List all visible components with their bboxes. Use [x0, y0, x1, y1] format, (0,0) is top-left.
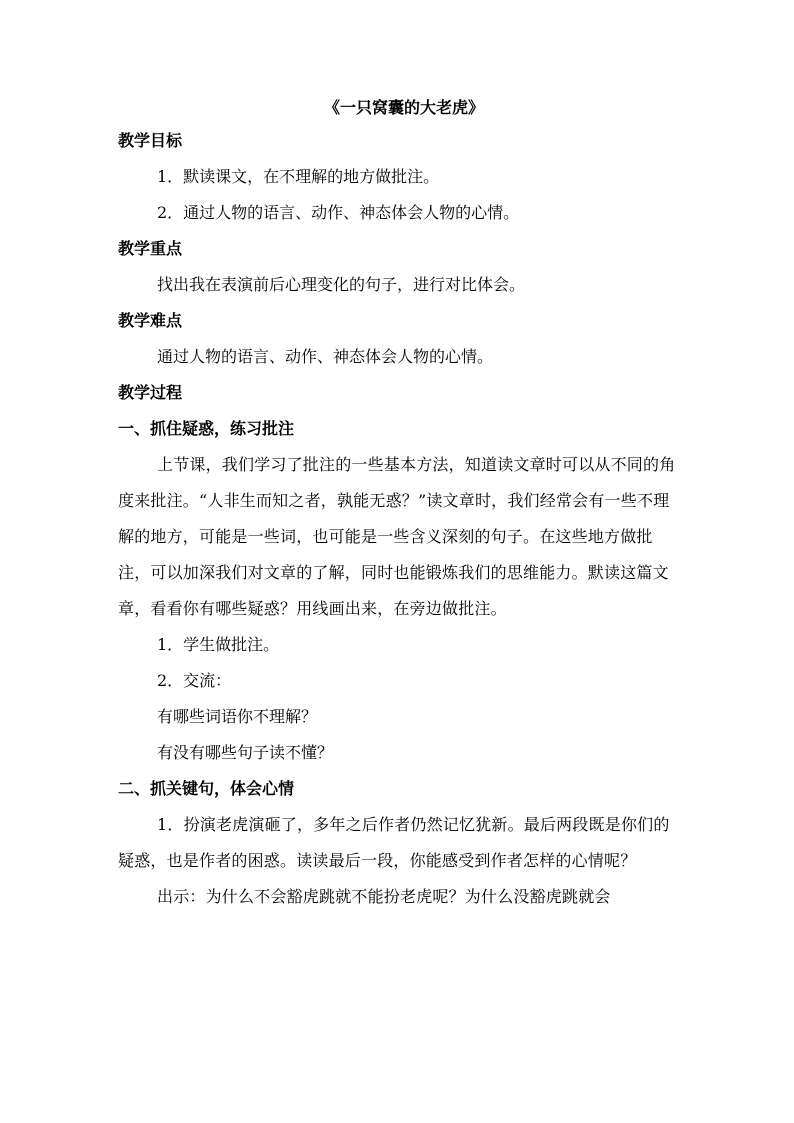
section1-step1: 1．学生做批注。 [157, 635, 280, 654]
section1-paragraph: 上节课，我们学习了批注的一些基本方法，知道读文章时可以从不同的角度来批注。“人非生而知之者，孰能无惑？”读文章时，我们经常会有一些不理解的地方，可能是一些词，也可能是一些含义深刻的句子。在这些地方做批注，可以加深我们对文章的了解，同时也能锻炼我们的思维能力。默读这篇文章，看看你有哪些疑惑？用线画出来，在旁边做批注。 [118, 455, 676, 618]
difficulty-heading: 教学难点 [118, 311, 183, 330]
focus-text: 找出我在表演前后心理变化的句子，进行对比体会。 [157, 275, 526, 294]
document-title: 《一只窝囊的大老虎》 [323, 98, 484, 117]
focus-heading: 教学重点 [118, 239, 183, 258]
process-heading: 教学过程 [118, 383, 183, 402]
difficulty-text: 通过人物的语言、动作、神态体会人物的心情。 [157, 347, 494, 366]
section1-question1: 有哪些词语你不理解？ [157, 707, 318, 726]
section1-heading: 一、抓住疑惑，练习批注 [118, 419, 295, 438]
goal-item-1: 1．默读课文，在不理解的地方做批注。 [157, 167, 440, 186]
section2-heading: 二、抓关键句，体会心情 [118, 779, 295, 798]
section2-show: 出示：为什么不会豁虎跳就不能扮老虎呢？为什么没豁虎跳就会 [157, 887, 611, 906]
goal-item-2: 2．通过人物的语言、动作、神态体会人物的心情。 [157, 203, 520, 222]
document-page [118, 98, 678, 915]
section2-paragraph: 1．扮演老虎演砸了，多年之后作者仍然记忆犹新。最后两段既是你们的疑惑，也是作者的困惑。读读最后一段，你能感受到作者怎样的心情呢？ [118, 815, 670, 870]
section1-question2: 有没有哪些句子读不懂？ [157, 743, 334, 762]
section1-step2: 2．交流： [157, 671, 232, 690]
goals-heading: 教学目标 [118, 131, 183, 150]
